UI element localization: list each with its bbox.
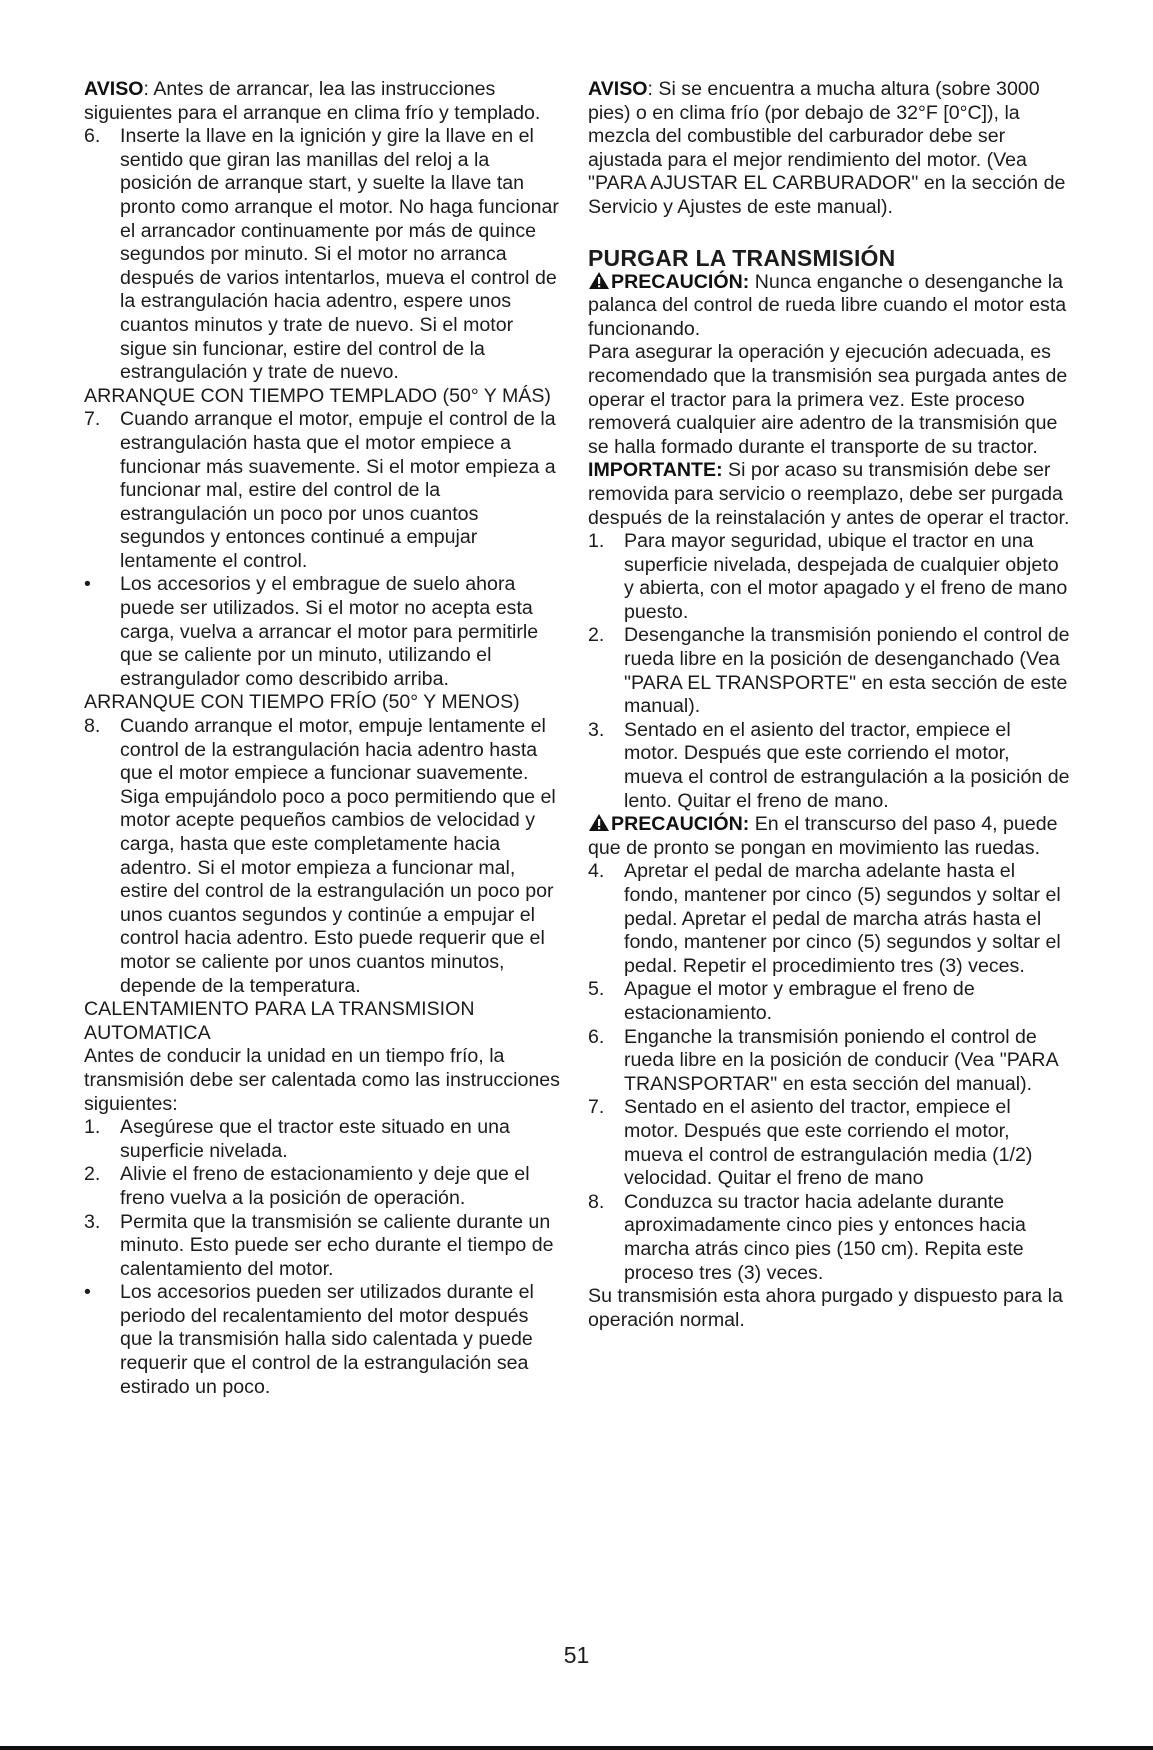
caution-paragraph xyxy=(588,271,1070,342)
item-number: 1. xyxy=(84,1116,101,1139)
page-number: 51 xyxy=(563,1642,590,1668)
notice-text: : Antes de arrancar, lea las instrucciones siguientes para el arranque en clima frío y templado. xyxy=(84,78,541,124)
list-item xyxy=(588,1096,1070,1190)
notice-paragraph xyxy=(588,78,1070,220)
item-number: 8. xyxy=(84,715,101,738)
important-paragraph xyxy=(588,459,1070,530)
bullet-item xyxy=(84,573,562,691)
item-text: Sentado en el asiento del tractor, empiece el motor. Después que este corriendo el motor, mueva el control de estrangulación media (1/2) velocidad. Quitar el freno de mano xyxy=(624,1096,1033,1190)
notice-label: AVISO xyxy=(84,78,144,100)
item-text: Conduzca su tractor hacia adelante durante aproximadamente cinco pies y entonces hacia marcha atrás cinco pies (150 cm). Repita este proceso tres (3) veces. xyxy=(624,1190,1026,1284)
caution-text: Nunca enganche o desenganche la palanca del control de rueda libre cuando el motor esta funcionando. xyxy=(588,270,1067,340)
item-number: 2. xyxy=(84,1163,101,1186)
right-column xyxy=(588,78,1070,1332)
item-number: 1. xyxy=(588,530,605,553)
list-item xyxy=(588,1026,1070,1097)
item-number: 2. xyxy=(588,624,605,647)
item-text: Inserte la llave en la ignición y gire la llave en el sentido que giran las manillas del reloj a la posición de arranque start, y suelte la llave tan pronto como arranque el motor. No haga funcionar el arrancador continuamente por más de quince segundos por minuto. Si el motor no arranca después de varios intentarlos, mueva el control de la estrangulación hacia adentro, espere unos cuantos minutos y trate de nuevo. Si el motor sigue sin funcionar, estire del control de la estrangulación y trate de nuevo. xyxy=(120,125,559,384)
bullet-item xyxy=(84,1281,562,1399)
bottom-rule xyxy=(0,1746,1153,1750)
important-label: IMPORTANTE: xyxy=(588,459,723,482)
list-item xyxy=(588,530,1070,624)
body-paragraph: Su transmisión esta ahora purgado y dispuesto para la operación normal. xyxy=(588,1285,1063,1331)
item-number: 8. xyxy=(588,1190,605,1213)
item-text: Los accesorios pueden ser utilizados durante el periodo del recalentamiento del motor después que la transmisión halla sido calentada y puede requerir que el control de la estrangulación sea estirado un poco. xyxy=(120,1281,534,1398)
item-number: 4. xyxy=(588,860,605,883)
item-number: 7. xyxy=(84,408,101,431)
list-item xyxy=(84,125,562,385)
item-text: Permita que la transmisión se caliente durante un minuto. Esto puede ser echo durante el tiempo de calentamiento del motor. xyxy=(120,1210,554,1280)
list-item xyxy=(84,1211,562,1282)
item-text: Apretar el pedal de marcha adelante hasta el fondo, mantener por cinco (5) segundos y soltar el pedal. Apretar el pedal de marcha atrás hasta el fondo, mantener por cinco (5) segundos y soltar el pedal. Repetir el procedimiento tres (3) veces. xyxy=(624,860,1061,977)
item-text: Cuando arranque el motor, empuje lentamente el control de la estrangulación hacia adentro hasta que el motor empiece a funcionar suavemente. Siga empujándolo poco a poco permitiendo que el motor acepte pequeños cambios de velocidad y carga, hasta que este completamente hacia adentro. Si el motor empieza a funcionar mal, estire del control de la estrangulación un poco por unos cuantos segundos y continúe a empujar el control hacia adentro. Esto puede requerir que el motor se caliente por unos cuantos minutos, depende de la temperatura. xyxy=(120,715,556,997)
bullet-marker: • xyxy=(84,1281,91,1304)
list-item xyxy=(84,715,562,998)
section-subheading: ARRANQUE CON TIEMPO TEMPLADO (50° Y MÁS) xyxy=(84,384,551,407)
item-text: Para mayor seguridad, ubique el tractor en una superficie nivelada, despejada de cualquier objeto y abierta, con el motor apagado y el freno de mano puesto. xyxy=(624,530,1068,623)
important-text: Si por acaso su transmisión debe ser removida para servicio o reemplazo, debe ser purgada después de la reinstalación y antes de operar el tractor. xyxy=(588,459,1070,529)
item-number: 5. xyxy=(588,978,605,1001)
list-item xyxy=(588,624,1070,718)
item-text: Desenganche la transmisión poniendo el control de rueda libre en la posición de desenganchado (Vea "PARA EL TRANSPORTE" en esta sección de este manual). xyxy=(624,624,1070,718)
item-text: Sentado en el asiento del tractor, empiece el motor. Después que este corriendo el motor, mueva el control de estrangulación a la posición de lento. Quitar el freno de mano. xyxy=(624,718,1070,812)
list-item xyxy=(588,719,1070,813)
caution-paragraph xyxy=(588,813,1070,860)
item-number: 6. xyxy=(588,1025,605,1048)
section-subheading: ARRANQUE CON TIEMPO FRÍO (50° Y MENOS) xyxy=(84,691,520,714)
warning-triangle-icon xyxy=(588,813,610,832)
item-number: 3. xyxy=(84,1210,101,1233)
list-item xyxy=(588,860,1070,978)
item-number: 7. xyxy=(588,1096,605,1119)
list-item xyxy=(588,978,1070,1025)
caution-label: PRECAUCIÓN: xyxy=(611,813,750,836)
item-text: Los accesorios y el embrague de suelo ahora puede ser utilizados. Si el motor no acepta esta carga, vuelva a arrancar el motor para permitirle que se caliente por un minuto, utilizando el estrangulador como describido arriba. xyxy=(120,573,539,690)
list-item xyxy=(84,408,562,573)
body-paragraph: Antes de conducir la unidad en un tiempo frío, la transmisión debe ser calentada como las instrucciones siguientes: xyxy=(84,1045,560,1115)
item-text: Enganche la transmisión poniendo el control de rueda libre en la posición de conducir (Vea "PARA TRANSPORTAR" en esta sección del manual). xyxy=(624,1025,1058,1095)
item-text: Apague el motor y embrague el freno de estacionamiento. xyxy=(624,978,975,1024)
warning-triangle-icon xyxy=(588,271,610,290)
notice-label: AVISO xyxy=(588,78,648,100)
list-item xyxy=(588,1191,1070,1285)
item-text: Alivie el freno de estacionamiento y deje que el freno vuelva a la posición de operación. xyxy=(120,1163,530,1209)
item-number: 6. xyxy=(84,125,101,148)
caution-text: En el transcurso del paso 4, puede que de pronto se pongan en movimiento las ruedas. xyxy=(588,813,1058,859)
list-item xyxy=(84,1116,562,1163)
caution-label: PRECAUCIÓN: xyxy=(611,270,750,293)
section-subheading: CALENTAMIENTO PARA LA TRANSMISION AUTOMATICA xyxy=(84,998,475,1044)
bullet-marker: • xyxy=(84,573,91,596)
section-heading: PURGAR LA TRANSMISIÓN xyxy=(588,244,896,271)
item-number: 3. xyxy=(588,718,605,741)
notice-text: : Si se encuentra a mucha altura (sobre 3000 pies) o en clima frío (por debajo de 32°F [0°C]), la mezcla del combustible del carburador debe ser ajustada para el mejor rendimiento del motor. (Vea "PARA AJUSTAR EL CARBURADOR" en la sección de Servicio y Ajustes de este manual). xyxy=(588,78,1066,218)
item-text: Asegúrese que el tractor este situado en una superficie nivelada. xyxy=(120,1116,510,1162)
left-column xyxy=(84,78,562,1399)
item-text: Cuando arranque el motor, empuje el control de la estrangulación hasta que el motor empiece a funcionar más suavemente. Si el motor empieza a funcionar mal, estire del control de la estrangulación un poco por unos cuantos segundos y entonces continué a empujar lentamente el control. xyxy=(120,408,556,572)
notice-paragraph xyxy=(84,78,562,125)
body-paragraph: Para asegurar la operación y ejecución adecuada, es recomendado que la transmisión sea purgada antes de operar el tractor para la primera vez. Este proceso removerá cualquier aire adentro de la transmisión que se halla formado durante el transporte de su tractor. xyxy=(588,341,1068,458)
list-item xyxy=(84,1163,562,1210)
